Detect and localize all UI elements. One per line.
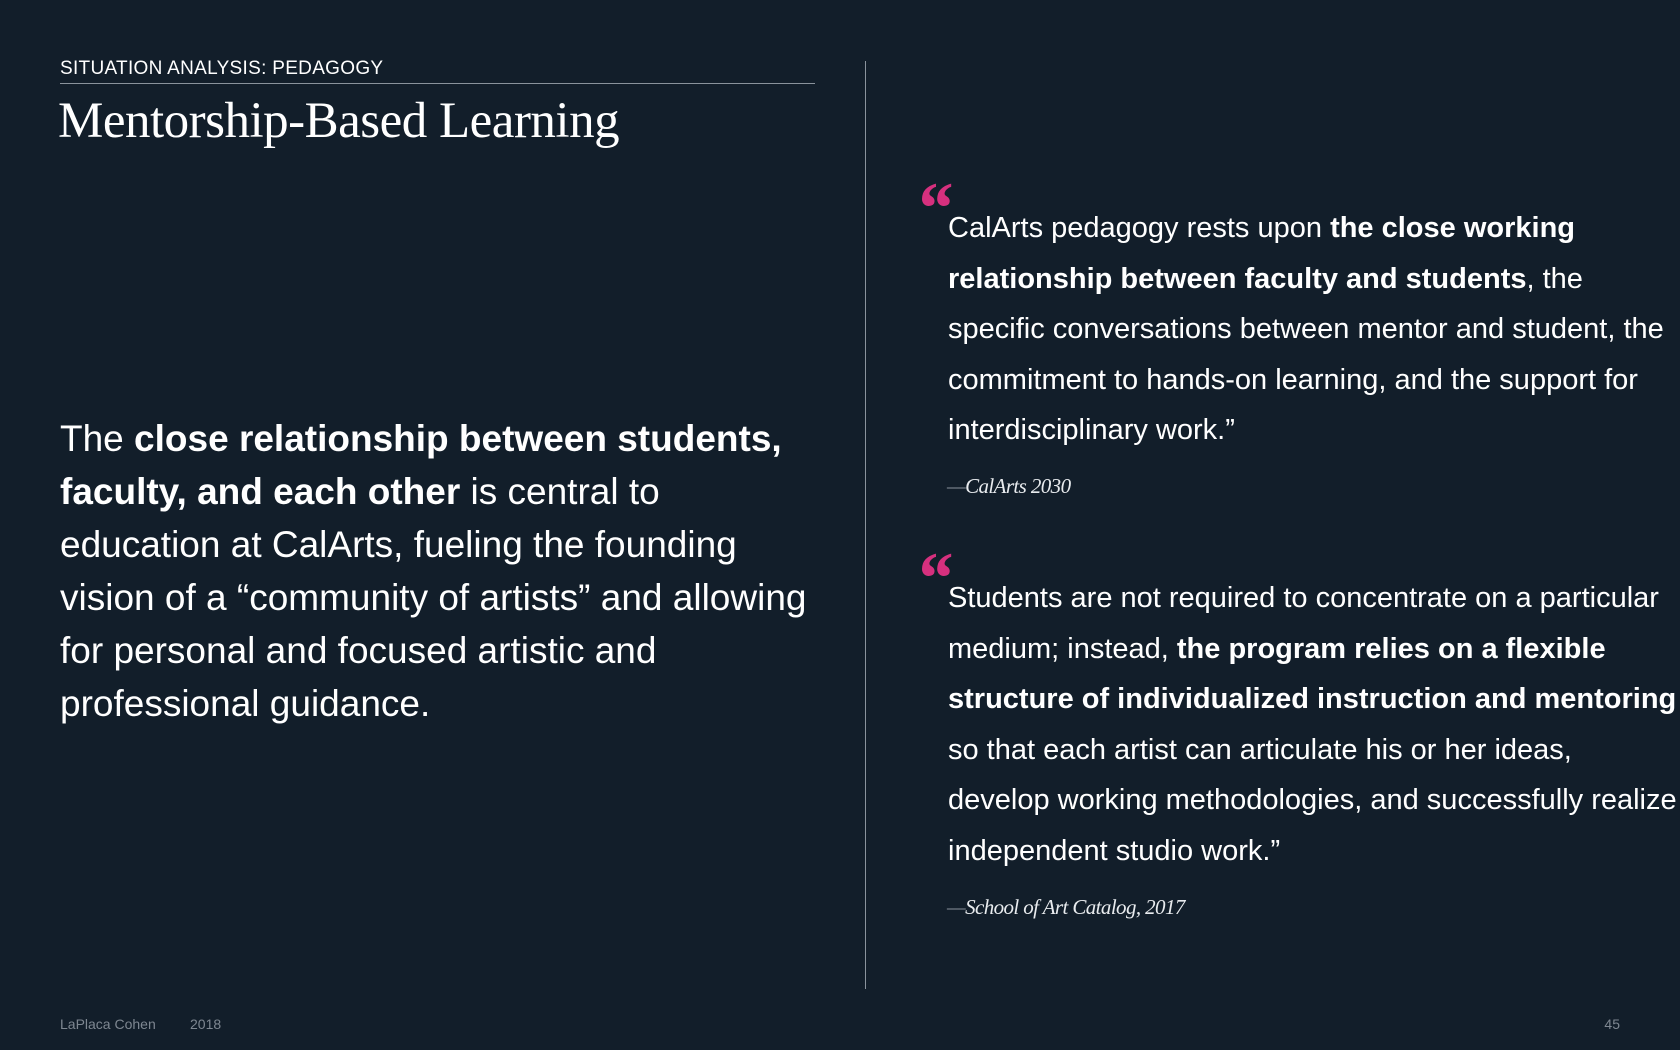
lead-text-end: is central to education at CalArts, fueling the founding vision of a “community of artists” and allowing for personal and focused artistic and professional guidance. bbox=[60, 471, 807, 724]
quote-2-source: School of Art Catalog, 2017 bbox=[965, 895, 1185, 919]
lead-text-emphasis: close relationship between students, faculty, and each other bbox=[60, 418, 782, 512]
quote-1-text-emphasis: the close working relationship between faculty and students bbox=[948, 212, 1576, 295]
header-rule bbox=[60, 83, 815, 84]
section-label: SITUATION ANALYSIS: PEDAGOGY bbox=[60, 58, 384, 79]
quote-2-text-start: Students are not required to concentrate on a particular medium; instead, bbox=[948, 582, 1659, 665]
footer-company: LaPlaca Cohen bbox=[60, 1016, 156, 1032]
quote-1-attribution bbox=[947, 474, 1070, 499]
lead-paragraph bbox=[60, 412, 830, 730]
footer-year: 2018 bbox=[190, 1016, 222, 1032]
lead-text-start: The bbox=[60, 418, 135, 459]
quote-1-text bbox=[948, 203, 1678, 456]
quote-2-text-emphasis: the program relies on a flexible structure of individualized instruction and mentoring bbox=[948, 632, 1677, 715]
attribution-dash: — bbox=[947, 474, 966, 498]
quote-1-source: CalArts 2030 bbox=[965, 474, 1071, 498]
page-number: 45 bbox=[1604, 1016, 1620, 1032]
quote-2-text-end: so that each artist can articulate his or her ideas, develop working methodologies, and successfully realize independent studio work.” bbox=[948, 733, 1677, 867]
quote-2-text bbox=[948, 573, 1678, 876]
quote-2-attribution bbox=[947, 895, 1185, 920]
quote-1-text-start: CalArts pedagogy rests upon bbox=[948, 212, 1331, 244]
quote-1-text-end: , the specific conversations between mentor and student, the commitment to hands-on learning, and the support for interdisciplinary work.” bbox=[948, 262, 1664, 446]
attribution-dash: — bbox=[947, 895, 966, 919]
page-title: Mentorship-Based Learning bbox=[58, 93, 620, 149]
quote-mark-icon: “ bbox=[915, 538, 952, 620]
quote-mark-icon: “ bbox=[915, 168, 952, 250]
column-divider bbox=[865, 61, 866, 989]
